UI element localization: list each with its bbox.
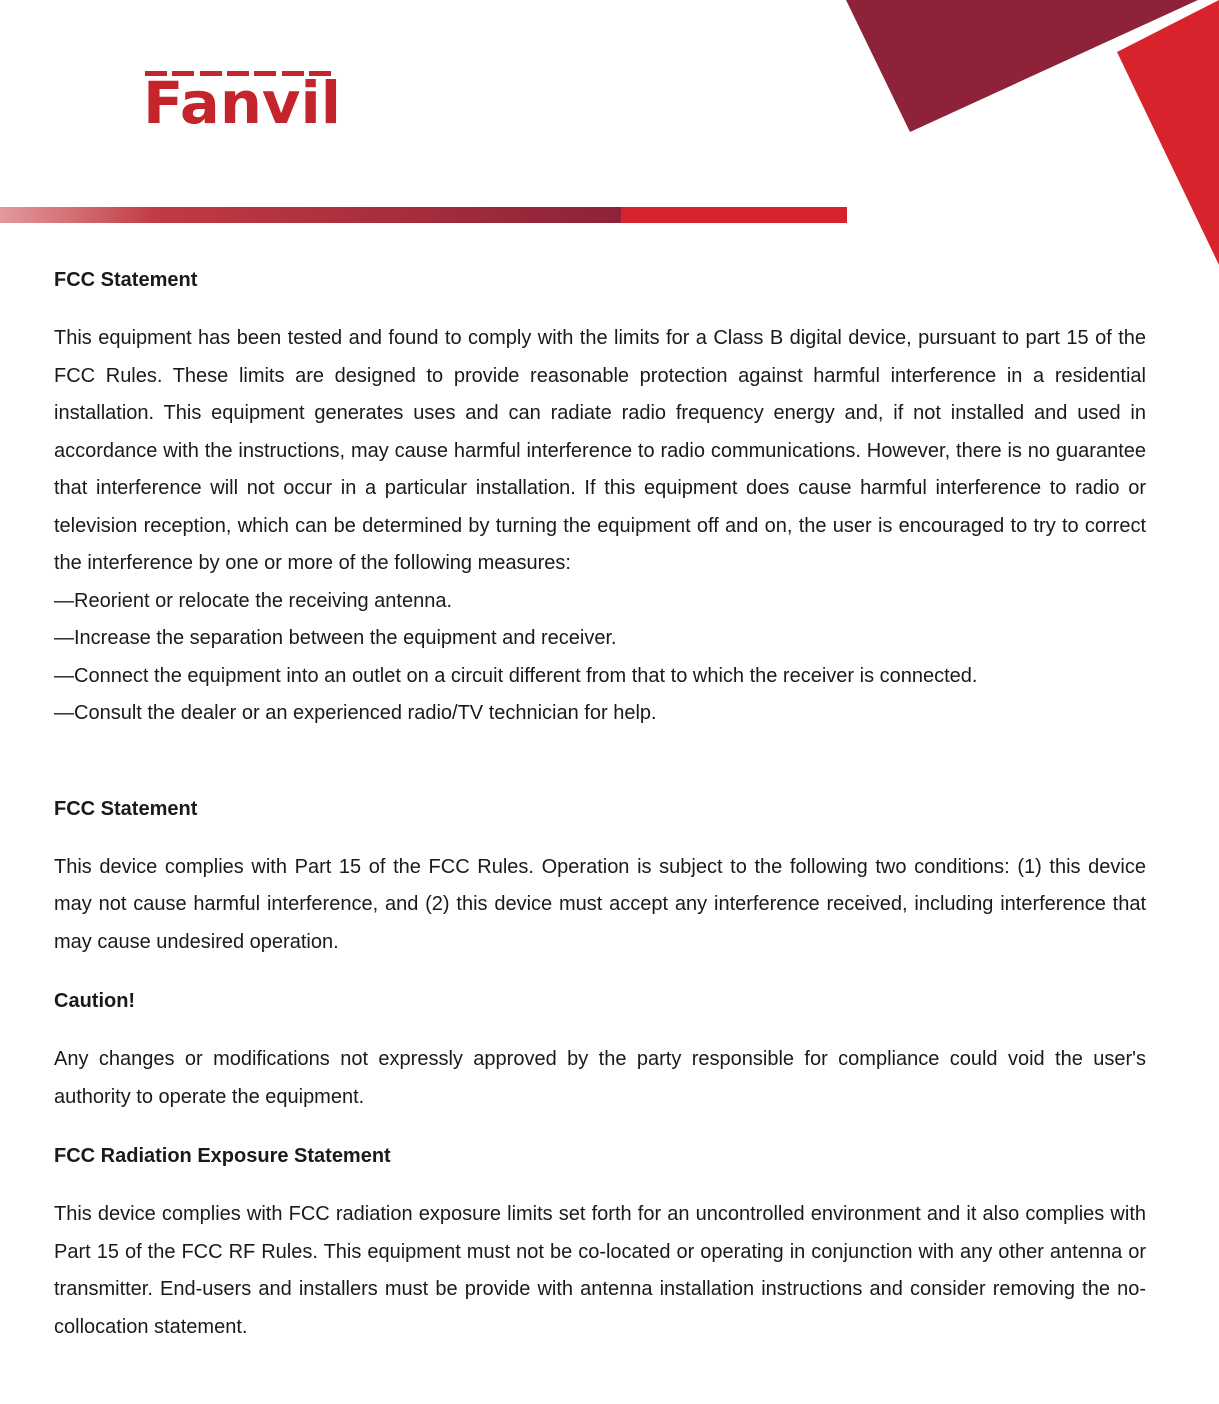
brand-logo	[143, 69, 341, 137]
header-artwork	[0, 0, 1219, 270]
caution-section	[54, 983, 1146, 1116]
fcc-part15-section	[54, 791, 1146, 962]
section-paragraph: This device complies with Part 15 of the FCC Rules. Operation is subject to the following two conditions: (1) this device may not cause harmful interference, and (2) this device must accept any interference received, including interference that may cause undesired operation.	[54, 855, 1146, 953]
header-band-accent	[621, 207, 847, 223]
radiation-exposure-section	[54, 1138, 1146, 1346]
measure-item: —Increase the separation between the equipment and receiver.	[54, 627, 617, 649]
measure-item: —Consult the dealer or an experienced radio/TV technician for help.	[54, 702, 657, 724]
section-paragraph: This equipment has been tested and found to comply with the limits for a Class B digital device, pursuant to part 15 of the FCC Rules. These limits are designed to provide reasonable protection against harmful interference in a residential installation. This equipment generates uses and can radiate radio frequency energy and, if not installed and used in accordance with the instructions, may cause harmful interference to radio communications. However, there is no guarantee that interference will not occur in a particular installation. If this equipment does cause harmful interference to radio or television reception, which can be determined by turning the equipment off and on, the user is encouraged to try to correct the interference by one or more of the following measures:	[54, 327, 1146, 574]
section-heading: FCC Radiation Exposure Statement	[54, 1145, 391, 1167]
header-band	[0, 207, 621, 223]
measure-item: —Connect the equipment into an outlet on a circuit different from that to which the receiver is connected.	[54, 664, 978, 687]
brand-logo-text: Fanvil	[143, 69, 341, 137]
section-paragraph: Any changes or modifications not expressly approved by the party responsible for compliance could void the user's authority to operate the equipment.	[54, 1048, 1146, 1108]
section-heading: FCC Statement	[54, 269, 198, 291]
document-body	[54, 262, 1146, 1346]
section-heading: Caution!	[54, 990, 136, 1012]
measure-item: —Reorient or relocate the receiving antenna.	[54, 589, 453, 612]
fcc-statement-section	[54, 262, 1146, 733]
section-heading: FCC Statement	[54, 797, 198, 820]
corner-shape-red	[1117, 0, 1219, 265]
section-paragraph: This device complies with FCC radiation exposure limits set forth for an uncontrolled environment and it also complies with Part 15 of the FCC RF Rules. This equipment must not be co-located or operating in conjunction with any other antenna or transmitter. End-users and installers must be provide with antenna installation instructions and consider removing the no-collocation statement.	[54, 1203, 1146, 1338]
